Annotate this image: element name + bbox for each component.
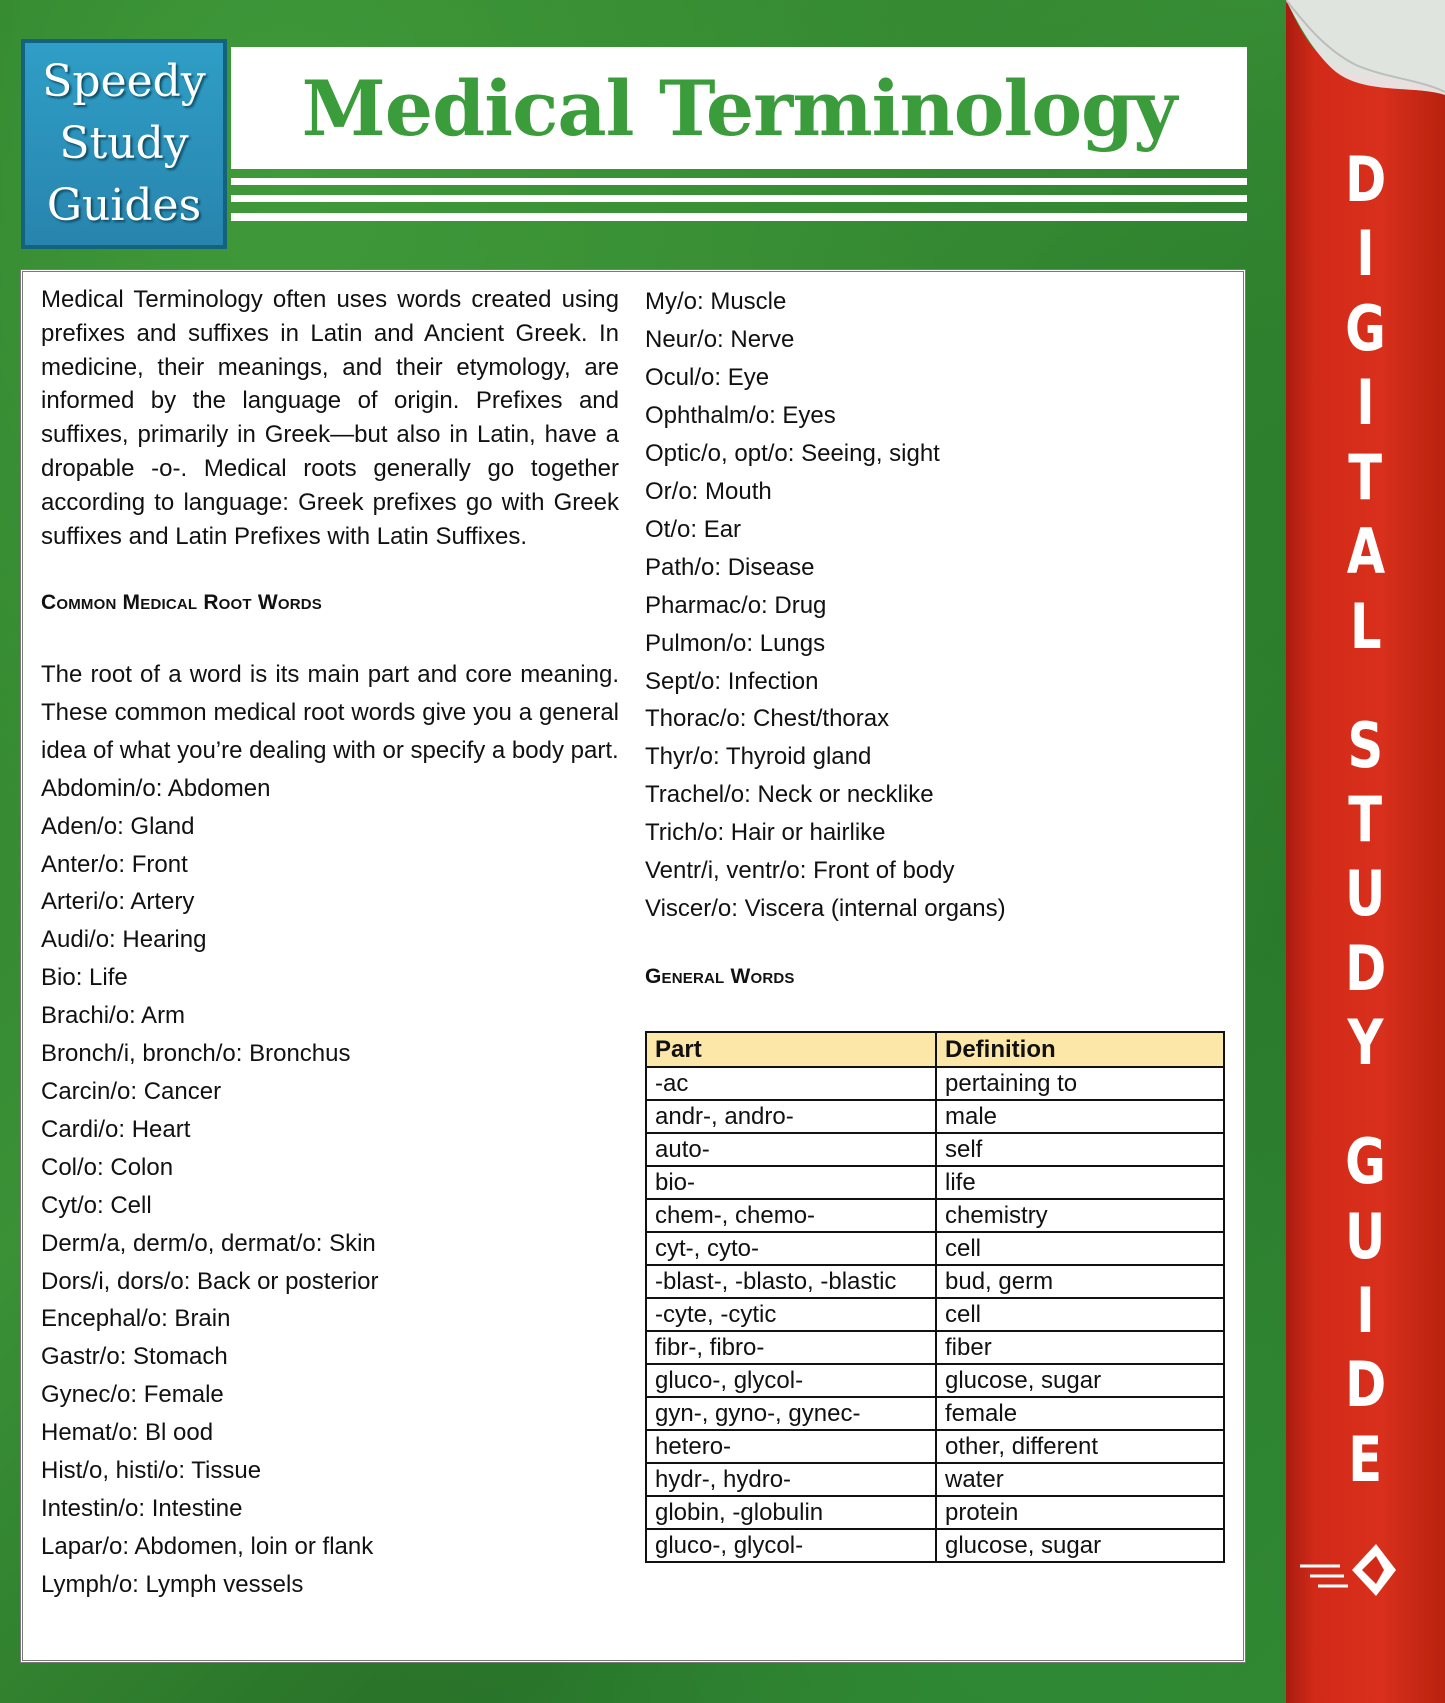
spine-letter: I [1356,217,1375,291]
spine-letter: T [1348,782,1383,856]
table-cell-definition: bud, germ [936,1265,1224,1298]
spine-letter: L [1349,589,1382,663]
table-header-definition: Definition [936,1032,1224,1067]
spine-letter: I [1356,366,1375,440]
root-word-item: Arteri/o: Artery [41,888,195,916]
root-word-item: Cardi/o: Heart [41,1115,191,1143]
table-row [646,1265,1224,1298]
logo-line-1: Speedy [42,56,206,107]
table-cell-definition: glucose, sugar [936,1529,1224,1562]
table-cell-definition: cell [936,1298,1224,1331]
root-word-item: Anter/o: Front [41,850,188,878]
root-word-item: Viscer/o: Viscera (internal organs) [645,895,1006,923]
spine-letter: U [1345,1199,1386,1273]
root-word-item: Carcin/o: Cancer [41,1078,222,1106]
table-row [646,1199,1224,1232]
table-header-row [646,1032,1224,1067]
root-word-item: My/o: Muscle [645,288,787,315]
table-row [646,1364,1224,1397]
root-word-item: Gynec/o: Female [41,1381,224,1409]
table-cell-part: gyn-, gyno-, gynec- [646,1397,936,1430]
table-row [646,1100,1224,1133]
left-column [41,283,619,1604]
root-word-item: Gastr/o: Stomach [41,1343,228,1371]
root-word-item: Thyr/o: Thyroid gland [645,743,872,771]
root-words-list-left [41,770,619,1604]
table-cell-part: gluco-, glycol- [646,1364,936,1397]
root-word-item: Ot/o: Ear [645,515,742,543]
root-word-item: Col/o: Colon [41,1153,174,1181]
header-stripe-1 [231,178,1247,185]
spine-letter: S [1347,708,1384,782]
table-cell-part: hydr-, hydro- [646,1463,936,1496]
table-row [646,1496,1224,1529]
table-row [646,1430,1224,1463]
table-cell-part: globin, -globulin [646,1496,936,1529]
table-cell-definition: life [936,1166,1224,1199]
table-cell-part: cyt-, cyto- [646,1232,936,1265]
spine-letter: Y [1347,1006,1384,1080]
table-cell-part: gluco-, glycol- [646,1529,936,1562]
root-words-heading: Common Medical Root Words [41,591,322,615]
table-cell-part: auto- [646,1133,936,1166]
table-cell-definition: male [936,1100,1224,1133]
header-stripe-3 [231,213,1247,221]
table-cell-part: hetero- [646,1430,936,1463]
root-word-item: Neur/o: Nerve [645,325,795,353]
root-word-item: Derm/a, derm/o, dermat/o: Skin [41,1229,376,1257]
spine-title [1286,143,1445,1496]
root-word-item: Lymph/o: Lymph vessels [41,1570,304,1598]
header-stripe-2 [231,195,1247,202]
root-word-item: Cyt/o: Cell [41,1191,152,1219]
root-word-item: Optic/o, opt/o: Seeing, sight [645,439,940,467]
table-row [646,1331,1224,1364]
table-cell-definition: glucose, sugar [936,1364,1224,1397]
table-row [646,1067,1224,1100]
table-cell-definition: self [936,1133,1224,1166]
general-words-table [645,1031,1225,1563]
table-cell-definition: fiber [936,1331,1224,1364]
root-word-item: Abdomin/o: Abdomen [41,774,271,802]
intro-paragraph: Medical Terminology often uses words created using prefixes and suffixes in Latin and Ancient Greek. In medicine, their meanings, and their etymology, are informed by the language of origin. Prefixes and suffixes, primarily in Greek—but also in Latin, have a dropable -o-. Medical roots generally go together according to language: Greek prefixes go with Greek suffixes and Latin Prefixes with Latin Suffixes. [41,286,619,550]
table-row [646,1232,1224,1265]
table-row [646,1529,1224,1562]
table-cell-definition: female [936,1397,1224,1430]
general-words-heading: General Words [645,965,795,989]
table-cell-definition: pertaining to [936,1067,1224,1100]
table-cell-part: -cyte, -cytic [646,1298,936,1331]
root-word-item: Lapar/o: Abdomen, loin or flank [41,1532,374,1560]
root-word-item: Path/o: Disease [645,553,815,581]
spine-letter: U [1345,857,1386,931]
root-word-item: Hist/o, histi/o: Tissue [41,1457,262,1485]
table-cell-definition: other, different [936,1430,1224,1463]
root-word-item: Brachi/o: Arm [41,1002,186,1030]
spine-letter: E [1348,1422,1383,1496]
spine-letter: G [1345,291,1386,365]
root-word-item: Ocul/o: Eye [645,363,770,391]
table-row [646,1133,1224,1166]
table-cell-definition: protein [936,1496,1224,1529]
spine-letter: D [1344,1348,1387,1422]
right-column [645,283,1225,989]
root-word-item: Audi/o: Hearing [41,926,207,954]
root-word-item: Or/o: Mouth [645,477,772,505]
book-arrow-icon [1300,1530,1410,1610]
table-row [646,1298,1224,1331]
table-cell-definition: water [936,1463,1224,1496]
root-words-list-right [645,283,1225,928]
table-cell-part: fibr-, fibro- [646,1331,936,1364]
table-row [646,1463,1224,1496]
root-word-item: Bronch/i, bronch/o: Bronchus [41,1040,351,1068]
table-cell-definition: cell [936,1232,1224,1265]
table-cell-part: bio- [646,1166,936,1199]
table-row [646,1397,1224,1430]
root-word-item: Dors/i, dors/o: Back or posterior [41,1267,379,1295]
root-word-item: Sept/o: Infection [645,667,819,695]
root-words-intro: The root of a word is its main part and core meaning. These common medical root words give you a general idea of what you’re dealing with or specify a body part. [41,661,619,764]
table-header-part: Part [646,1032,936,1067]
spine-letter: I [1356,1274,1375,1347]
page-curl-icon [1286,0,1445,110]
table-cell-part: andr-, andro- [646,1100,936,1133]
root-word-item: Trich/o: Hair or hairlike [645,819,886,847]
logo-line-3: Guides [46,180,202,231]
table-cell-definition: chemistry [936,1199,1224,1232]
root-word-item: Intestin/o: Intestine [41,1494,243,1522]
spine-letter: D [1344,143,1387,216]
table-cell-part: -ac [646,1067,936,1100]
spine-letter: D [1344,931,1387,1005]
table-row [646,1166,1224,1199]
spine-letter: G [1345,1125,1386,1199]
root-word-item: Trachel/o: Neck or necklike [645,781,934,809]
root-word-item: Encephal/o: Brain [41,1305,231,1333]
spine-letter: A [1346,515,1385,589]
root-word-item: Aden/o: Gland [41,812,195,840]
root-word-item: Ophthalm/o: Eyes [645,401,836,429]
logo-line-2: Study [59,118,189,169]
root-word-item: Bio: Life [41,964,128,992]
root-word-item: Hemat/o: Bl ood [41,1419,214,1447]
title-banner [231,47,1247,169]
publisher-logo [21,39,227,249]
table-cell-part: chem-, chemo- [646,1199,936,1232]
page-title: Medical Terminology [301,63,1177,153]
spine-letter: T [1348,440,1383,514]
root-word-item: Pharmac/o: Drug [645,591,827,619]
table-cell-part: -blast-, -blasto, -blastic [646,1265,936,1298]
root-word-item: Pulmon/o: Lungs [645,629,826,657]
root-word-item: Thorac/o: Chest/thorax [645,705,890,733]
root-word-item: Ventr/i, ventr/o: Front of body [645,857,955,885]
